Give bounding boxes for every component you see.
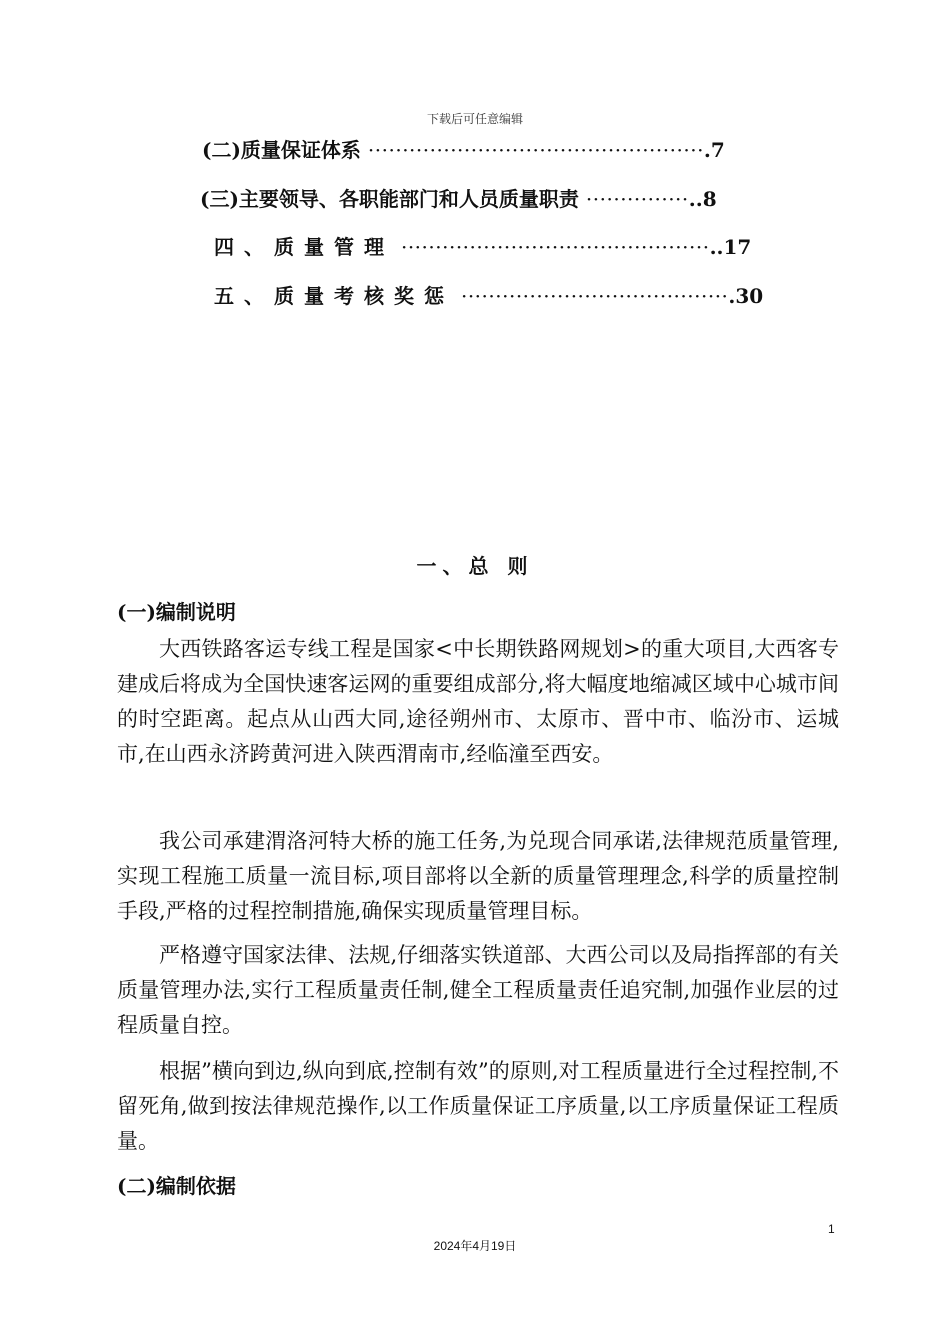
toc-leader-dots: ················································· bbox=[367, 138, 704, 162]
toc-leader-dots: ······································· bbox=[460, 284, 729, 308]
toc-entry[interactable] bbox=[214, 231, 950, 260]
toc-title: (二)质量保证体系 bbox=[202, 138, 361, 162]
header-note: 下载后可任意编辑 bbox=[426, 112, 523, 126]
toc-leader-dots: ··············· bbox=[585, 187, 689, 211]
body-paragraph: 我公司承建渭洛河特大桥的施工任务,为兑现合同承诺,法律规范质量管理,实现工程施工质量一流目标,项目部将以全新的质量管理理念,科学的质量控制手段,严格的过程控制措施,确保实现质量管理目标。 bbox=[117, 829, 839, 923]
page-number: 1 bbox=[828, 1222, 835, 1236]
body-paragraph: 根据”横向到边,纵向到底,控制有效”的原则,对工程质量进行全过程控制,不留死角,做到按法律规范操作,以工作质量保证工序质量,以工序质量保证工程质量。 bbox=[117, 1059, 839, 1153]
toc-page-number: .7 bbox=[703, 138, 725, 162]
toc-page-number: .30 bbox=[728, 284, 764, 308]
footer-date: 2024年4月19日 bbox=[433, 1239, 517, 1253]
toc-entry[interactable] bbox=[214, 280, 950, 309]
subheading-compilation-basis: (二)编制依据 bbox=[117, 1174, 236, 1198]
toc-title: 五、质量考核奖惩 bbox=[214, 284, 454, 308]
toc-entry[interactable] bbox=[202, 134, 950, 163]
toc-page-number: ..8 bbox=[688, 187, 717, 211]
body-paragraph: 严格遵守国家法律、法规,仔细落实铁道部、大西公司以及局指挥部的有关质量管理办法,实行工程质量责任制,健全工程质量责任追究制,加强作业层的过程质量自控。 bbox=[117, 943, 839, 1037]
section-title: 一、总 则 bbox=[416, 554, 534, 578]
toc-leader-dots: ············································· bbox=[400, 235, 710, 259]
body-paragraph: 大西铁路客运专线工程是国家<中长期铁路网规划>的重大项目,大西客专建成后将成为全国快速客运网的重要组成部分,将大幅度地缩减区域中心城市间的时空距离。起点从山西大同,途径朔州市、太原市、晋中市、临汾市、运城市,在山西永济跨黄河进入陕西渭南市,经临潼至西安。 bbox=[117, 637, 839, 766]
toc-title: 四、质量管理 bbox=[214, 235, 394, 259]
subheading-compilation-notes: (一)编制说明 bbox=[117, 600, 236, 624]
toc-entry[interactable] bbox=[200, 183, 950, 212]
toc-title: (三)主要领导、各职能部门和人员质量职责 bbox=[200, 187, 579, 211]
toc-page-number: ..17 bbox=[709, 235, 752, 259]
